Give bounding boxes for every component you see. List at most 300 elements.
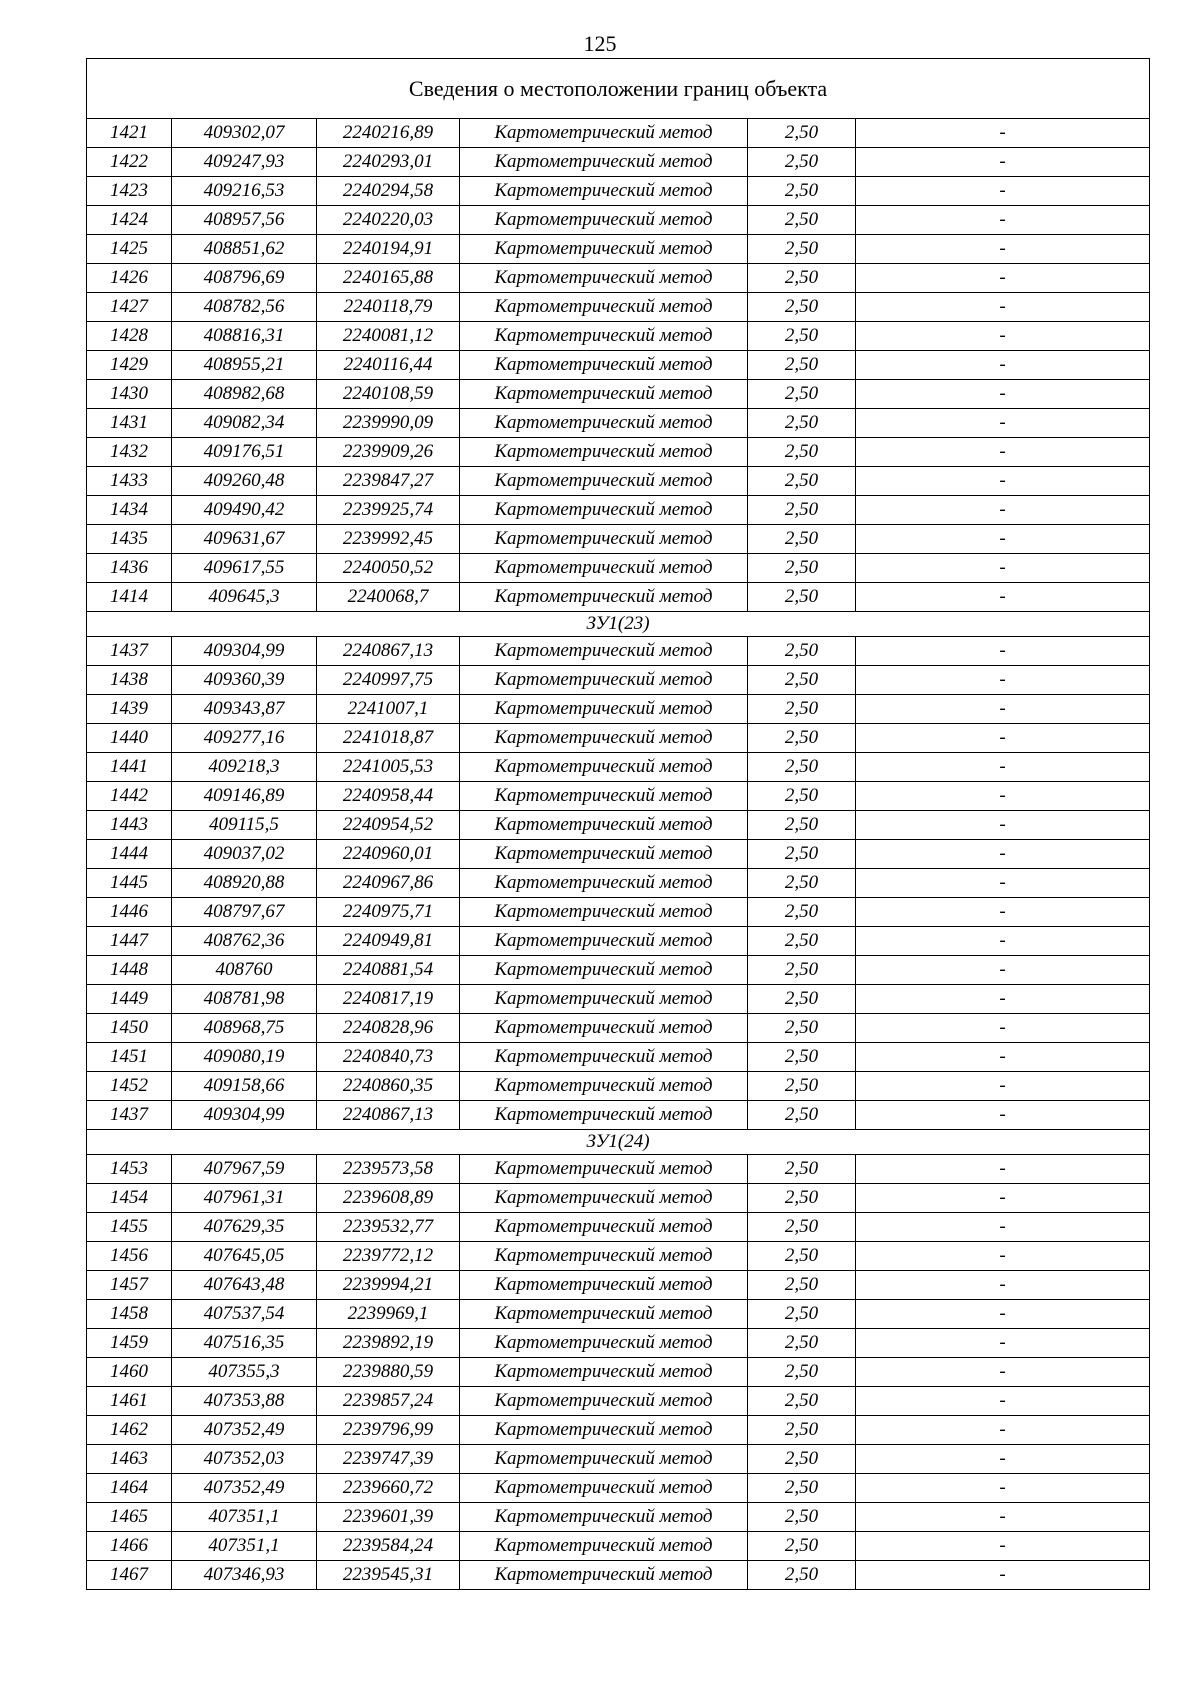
method-cell: Картометрический метод bbox=[460, 293, 748, 322]
description-cell: - bbox=[856, 695, 1150, 724]
precision-cell: 2,50 bbox=[748, 467, 856, 496]
x-coordinate-cell: 407516,35 bbox=[172, 1329, 317, 1358]
precision-cell: 2,50 bbox=[748, 782, 856, 811]
point-number-cell: 1437 bbox=[87, 637, 172, 666]
description-cell: - bbox=[856, 811, 1150, 840]
x-coordinate-cell: 407967,59 bbox=[172, 1155, 317, 1184]
table-row bbox=[87, 1101, 1150, 1130]
description-cell: - bbox=[856, 1358, 1150, 1387]
table-row bbox=[87, 438, 1150, 467]
point-number-cell: 1443 bbox=[87, 811, 172, 840]
y-coordinate-cell: 2239857,24 bbox=[317, 1387, 460, 1416]
x-coordinate-cell: 407961,31 bbox=[172, 1184, 317, 1213]
precision-cell: 2,50 bbox=[748, 1072, 856, 1101]
method-cell: Картометрический метод bbox=[460, 724, 748, 753]
y-coordinate-cell: 2240860,35 bbox=[317, 1072, 460, 1101]
description-cell: - bbox=[856, 637, 1150, 666]
description-cell: - bbox=[856, 351, 1150, 380]
precision-cell: 2,50 bbox=[748, 1329, 856, 1358]
description-cell: - bbox=[856, 724, 1150, 753]
method-cell: Картометрический метод bbox=[460, 148, 748, 177]
precision-cell: 2,50 bbox=[748, 811, 856, 840]
description-cell: - bbox=[856, 235, 1150, 264]
y-coordinate-cell: 2240165,88 bbox=[317, 264, 460, 293]
point-number-cell: 1460 bbox=[87, 1358, 172, 1387]
precision-cell: 2,50 bbox=[748, 956, 856, 985]
description-cell: - bbox=[856, 1445, 1150, 1474]
table-row bbox=[87, 1416, 1150, 1445]
precision-cell: 2,50 bbox=[748, 898, 856, 927]
point-number-cell: 1437 bbox=[87, 1101, 172, 1130]
x-coordinate-cell: 407352,49 bbox=[172, 1416, 317, 1445]
precision-cell: 2,50 bbox=[748, 206, 856, 235]
description-cell: - bbox=[856, 1155, 1150, 1184]
x-coordinate-cell: 408982,68 bbox=[172, 380, 317, 409]
section-label: ЗУ1(23) bbox=[87, 612, 1150, 637]
point-number-cell: 1440 bbox=[87, 724, 172, 753]
y-coordinate-cell: 2240068,7 bbox=[317, 583, 460, 612]
point-number-cell: 1432 bbox=[87, 438, 172, 467]
y-coordinate-cell: 2239584,24 bbox=[317, 1532, 460, 1561]
description-cell: - bbox=[856, 148, 1150, 177]
point-number-cell: 1427 bbox=[87, 293, 172, 322]
x-coordinate-cell: 407351,1 bbox=[172, 1532, 317, 1561]
y-coordinate-cell: 2240293,01 bbox=[317, 148, 460, 177]
description-cell: - bbox=[856, 583, 1150, 612]
x-coordinate-cell: 409216,53 bbox=[172, 177, 317, 206]
point-number-cell: 1451 bbox=[87, 1043, 172, 1072]
precision-cell: 2,50 bbox=[748, 695, 856, 724]
description-cell: - bbox=[856, 1043, 1150, 1072]
description-cell: - bbox=[856, 927, 1150, 956]
description-cell: - bbox=[856, 840, 1150, 869]
precision-cell: 2,50 bbox=[748, 409, 856, 438]
table-row bbox=[87, 695, 1150, 724]
point-number-cell: 1435 bbox=[87, 525, 172, 554]
x-coordinate-cell: 408760 bbox=[172, 956, 317, 985]
point-number-cell: 1441 bbox=[87, 753, 172, 782]
description-cell: - bbox=[856, 782, 1150, 811]
table-title-row bbox=[87, 59, 1150, 119]
method-cell: Картометрический метод bbox=[460, 119, 748, 148]
precision-cell: 2,50 bbox=[748, 554, 856, 583]
y-coordinate-cell: 2239772,12 bbox=[317, 1242, 460, 1271]
x-coordinate-cell: 409617,55 bbox=[172, 554, 317, 583]
y-coordinate-cell: 2241005,53 bbox=[317, 753, 460, 782]
y-coordinate-cell: 2239994,21 bbox=[317, 1271, 460, 1300]
y-coordinate-cell: 2240960,01 bbox=[317, 840, 460, 869]
table-row bbox=[87, 1329, 1150, 1358]
y-coordinate-cell: 2239969,1 bbox=[317, 1300, 460, 1329]
description-cell: - bbox=[856, 264, 1150, 293]
y-coordinate-cell: 2239990,09 bbox=[317, 409, 460, 438]
table-row bbox=[87, 811, 1150, 840]
precision-cell: 2,50 bbox=[748, 724, 856, 753]
description-cell: - bbox=[856, 554, 1150, 583]
method-cell: Картометрический метод bbox=[460, 1329, 748, 1358]
table-row bbox=[87, 467, 1150, 496]
description-cell: - bbox=[856, 1184, 1150, 1213]
x-coordinate-cell: 409037,02 bbox=[172, 840, 317, 869]
y-coordinate-cell: 2240116,44 bbox=[317, 351, 460, 380]
description-cell: - bbox=[856, 1387, 1150, 1416]
point-number-cell: 1445 bbox=[87, 869, 172, 898]
table-row bbox=[87, 525, 1150, 554]
description-cell: - bbox=[856, 1503, 1150, 1532]
y-coordinate-cell: 2239608,89 bbox=[317, 1184, 460, 1213]
description-cell: - bbox=[856, 1213, 1150, 1242]
method-cell: Картометрический метод bbox=[460, 1043, 748, 1072]
table-title: Сведения о местоположении границ объекта bbox=[87, 59, 1150, 119]
precision-cell: 2,50 bbox=[748, 1101, 856, 1130]
table-row bbox=[87, 1532, 1150, 1561]
table-row bbox=[87, 1184, 1150, 1213]
point-number-cell: 1453 bbox=[87, 1155, 172, 1184]
precision-cell: 2,50 bbox=[748, 1300, 856, 1329]
table-row bbox=[87, 927, 1150, 956]
y-coordinate-cell: 2240118,79 bbox=[317, 293, 460, 322]
description-cell: - bbox=[856, 1014, 1150, 1043]
method-cell: Картометрический метод bbox=[460, 1213, 748, 1242]
x-coordinate-cell: 409218,3 bbox=[172, 753, 317, 782]
x-coordinate-cell: 407537,54 bbox=[172, 1300, 317, 1329]
point-number-cell: 1459 bbox=[87, 1329, 172, 1358]
point-number-cell: 1464 bbox=[87, 1474, 172, 1503]
x-coordinate-cell: 407355,3 bbox=[172, 1358, 317, 1387]
precision-cell: 2,50 bbox=[748, 1416, 856, 1445]
precision-cell: 2,50 bbox=[748, 1213, 856, 1242]
point-number-cell: 1421 bbox=[87, 119, 172, 148]
description-cell: - bbox=[856, 1072, 1150, 1101]
point-number-cell: 1429 bbox=[87, 351, 172, 380]
point-number-cell: 1462 bbox=[87, 1416, 172, 1445]
description-cell: - bbox=[856, 380, 1150, 409]
description-cell: - bbox=[856, 1271, 1150, 1300]
x-coordinate-cell: 409490,42 bbox=[172, 496, 317, 525]
description-cell: - bbox=[856, 1101, 1150, 1130]
method-cell: Картометрический метод bbox=[460, 1300, 748, 1329]
x-coordinate-cell: 407351,1 bbox=[172, 1503, 317, 1532]
description-cell: - bbox=[856, 1532, 1150, 1561]
description-cell: - bbox=[856, 956, 1150, 985]
method-cell: Картометрический метод bbox=[460, 438, 748, 467]
point-number-cell: 1422 bbox=[87, 148, 172, 177]
x-coordinate-cell: 407352,03 bbox=[172, 1445, 317, 1474]
point-number-cell: 1447 bbox=[87, 927, 172, 956]
description-cell: - bbox=[856, 293, 1150, 322]
precision-cell: 2,50 bbox=[748, 1184, 856, 1213]
description-cell: - bbox=[856, 753, 1150, 782]
point-number-cell: 1430 bbox=[87, 380, 172, 409]
table-row bbox=[87, 293, 1150, 322]
x-coordinate-cell: 407629,35 bbox=[172, 1213, 317, 1242]
method-cell: Картометрический метод bbox=[460, 898, 748, 927]
precision-cell: 2,50 bbox=[748, 840, 856, 869]
y-coordinate-cell: 2240817,19 bbox=[317, 985, 460, 1014]
precision-cell: 2,50 bbox=[748, 753, 856, 782]
y-coordinate-cell: 2240881,54 bbox=[317, 956, 460, 985]
precision-cell: 2,50 bbox=[748, 985, 856, 1014]
section-label: ЗУ1(24) bbox=[87, 1130, 1150, 1155]
y-coordinate-cell: 2240108,59 bbox=[317, 380, 460, 409]
precision-cell: 2,50 bbox=[748, 264, 856, 293]
precision-cell: 2,50 bbox=[748, 637, 856, 666]
point-number-cell: 1444 bbox=[87, 840, 172, 869]
point-number-cell: 1467 bbox=[87, 1561, 172, 1590]
y-coordinate-cell: 2239880,59 bbox=[317, 1358, 460, 1387]
x-coordinate-cell: 409343,87 bbox=[172, 695, 317, 724]
description-cell: - bbox=[856, 1300, 1150, 1329]
method-cell: Картометрический метод bbox=[460, 177, 748, 206]
method-cell: Картометрический метод bbox=[460, 1561, 748, 1590]
method-cell: Картометрический метод bbox=[460, 869, 748, 898]
point-number-cell: 1466 bbox=[87, 1532, 172, 1561]
precision-cell: 2,50 bbox=[748, 438, 856, 467]
point-number-cell: 1438 bbox=[87, 666, 172, 695]
precision-cell: 2,50 bbox=[748, 235, 856, 264]
description-cell: - bbox=[856, 322, 1150, 351]
table-row bbox=[87, 1474, 1150, 1503]
method-cell: Картометрический метод bbox=[460, 1387, 748, 1416]
method-cell: Картометрический метод bbox=[460, 1445, 748, 1474]
description-cell: - bbox=[856, 898, 1150, 927]
table-row bbox=[87, 637, 1150, 666]
x-coordinate-cell: 408782,56 bbox=[172, 293, 317, 322]
description-cell: - bbox=[856, 525, 1150, 554]
point-number-cell: 1446 bbox=[87, 898, 172, 927]
table-row bbox=[87, 985, 1150, 1014]
y-coordinate-cell: 2240949,81 bbox=[317, 927, 460, 956]
precision-cell: 2,50 bbox=[748, 1561, 856, 1590]
y-coordinate-cell: 2240194,91 bbox=[317, 235, 460, 264]
method-cell: Картометрический метод bbox=[460, 695, 748, 724]
point-number-cell: 1452 bbox=[87, 1072, 172, 1101]
x-coordinate-cell: 409277,16 bbox=[172, 724, 317, 753]
x-coordinate-cell: 409360,39 bbox=[172, 666, 317, 695]
x-coordinate-cell: 409080,19 bbox=[172, 1043, 317, 1072]
method-cell: Картометрический метод bbox=[460, 1072, 748, 1101]
y-coordinate-cell: 2241007,1 bbox=[317, 695, 460, 724]
x-coordinate-cell: 407352,49 bbox=[172, 1474, 317, 1503]
method-cell: Картометрический метод bbox=[460, 554, 748, 583]
table-row bbox=[87, 206, 1150, 235]
precision-cell: 2,50 bbox=[748, 351, 856, 380]
method-cell: Картометрический метод bbox=[460, 927, 748, 956]
table-row bbox=[87, 148, 1150, 177]
method-cell: Картометрический метод bbox=[460, 496, 748, 525]
description-cell: - bbox=[856, 1561, 1150, 1590]
method-cell: Картометрический метод bbox=[460, 985, 748, 1014]
x-coordinate-cell: 407645,05 bbox=[172, 1242, 317, 1271]
table-row bbox=[87, 583, 1150, 612]
method-cell: Картометрический метод bbox=[460, 1014, 748, 1043]
x-coordinate-cell: 409146,89 bbox=[172, 782, 317, 811]
x-coordinate-cell: 408781,98 bbox=[172, 985, 317, 1014]
point-number-cell: 1454 bbox=[87, 1184, 172, 1213]
table-row bbox=[87, 956, 1150, 985]
method-cell: Картометрический метод bbox=[460, 1474, 748, 1503]
description-cell: - bbox=[856, 409, 1150, 438]
y-coordinate-cell: 2240958,44 bbox=[317, 782, 460, 811]
method-cell: Картометрический метод bbox=[460, 467, 748, 496]
point-number-cell: 1450 bbox=[87, 1014, 172, 1043]
y-coordinate-cell: 2240828,96 bbox=[317, 1014, 460, 1043]
y-coordinate-cell: 2239601,39 bbox=[317, 1503, 460, 1532]
table-row bbox=[87, 1358, 1150, 1387]
y-coordinate-cell: 2239660,72 bbox=[317, 1474, 460, 1503]
y-coordinate-cell: 2240867,13 bbox=[317, 1101, 460, 1130]
method-cell: Картометрический метод bbox=[460, 351, 748, 380]
description-cell: - bbox=[856, 985, 1150, 1014]
point-number-cell: 1423 bbox=[87, 177, 172, 206]
table-row bbox=[87, 869, 1150, 898]
table-row bbox=[87, 666, 1150, 695]
precision-cell: 2,50 bbox=[748, 869, 856, 898]
description-cell: - bbox=[856, 119, 1150, 148]
precision-cell: 2,50 bbox=[748, 119, 856, 148]
table-row bbox=[87, 898, 1150, 927]
table-row bbox=[87, 1445, 1150, 1474]
precision-cell: 2,50 bbox=[748, 293, 856, 322]
method-cell: Картометрический метод bbox=[460, 956, 748, 985]
table-row bbox=[87, 753, 1150, 782]
point-number-cell: 1424 bbox=[87, 206, 172, 235]
description-cell: - bbox=[856, 438, 1150, 467]
method-cell: Картометрический метод bbox=[460, 840, 748, 869]
table-row bbox=[87, 380, 1150, 409]
method-cell: Картометрический метод bbox=[460, 1184, 748, 1213]
precision-cell: 2,50 bbox=[748, 1445, 856, 1474]
precision-cell: 2,50 bbox=[748, 1043, 856, 1072]
precision-cell: 2,50 bbox=[748, 380, 856, 409]
point-number-cell: 1434 bbox=[87, 496, 172, 525]
method-cell: Картометрический метод bbox=[460, 1416, 748, 1445]
point-number-cell: 1436 bbox=[87, 554, 172, 583]
y-coordinate-cell: 2240081,12 bbox=[317, 322, 460, 351]
x-coordinate-cell: 407643,48 bbox=[172, 1271, 317, 1300]
y-coordinate-cell: 2240220,03 bbox=[317, 206, 460, 235]
y-coordinate-cell: 2240954,52 bbox=[317, 811, 460, 840]
precision-cell: 2,50 bbox=[748, 525, 856, 554]
point-number-cell: 1414 bbox=[87, 583, 172, 612]
y-coordinate-cell: 2240294,58 bbox=[317, 177, 460, 206]
method-cell: Картометрический метод bbox=[460, 264, 748, 293]
table-row bbox=[87, 1503, 1150, 1532]
table-row bbox=[87, 235, 1150, 264]
table-row bbox=[87, 554, 1150, 583]
description-cell: - bbox=[856, 177, 1150, 206]
method-cell: Картометрический метод bbox=[460, 1101, 748, 1130]
table-row bbox=[87, 409, 1150, 438]
x-coordinate-cell: 409302,07 bbox=[172, 119, 317, 148]
precision-cell: 2,50 bbox=[748, 1358, 856, 1387]
y-coordinate-cell: 2239909,26 bbox=[317, 438, 460, 467]
description-cell: - bbox=[856, 1474, 1150, 1503]
method-cell: Картометрический метод bbox=[460, 380, 748, 409]
table-row bbox=[87, 322, 1150, 351]
description-cell: - bbox=[856, 1329, 1150, 1358]
point-number-cell: 1433 bbox=[87, 467, 172, 496]
y-coordinate-cell: 2239796,99 bbox=[317, 1416, 460, 1445]
y-coordinate-cell: 2240840,73 bbox=[317, 1043, 460, 1072]
y-coordinate-cell: 2240967,86 bbox=[317, 869, 460, 898]
method-cell: Картометрический метод bbox=[460, 322, 748, 351]
method-cell: Картометрический метод bbox=[460, 637, 748, 666]
y-coordinate-cell: 2240975,71 bbox=[317, 898, 460, 927]
method-cell: Картометрический метод bbox=[460, 1242, 748, 1271]
y-coordinate-cell: 2240216,89 bbox=[317, 119, 460, 148]
x-coordinate-cell: 409304,99 bbox=[172, 1101, 317, 1130]
table-row bbox=[87, 1213, 1150, 1242]
y-coordinate-cell: 2241018,87 bbox=[317, 724, 460, 753]
x-coordinate-cell: 408968,75 bbox=[172, 1014, 317, 1043]
y-coordinate-cell: 2239892,19 bbox=[317, 1329, 460, 1358]
table-row bbox=[87, 724, 1150, 753]
y-coordinate-cell: 2239925,74 bbox=[317, 496, 460, 525]
table-row bbox=[87, 1300, 1150, 1329]
table-row bbox=[87, 177, 1150, 206]
point-number-cell: 1455 bbox=[87, 1213, 172, 1242]
method-cell: Картометрический метод bbox=[460, 525, 748, 554]
page-number: 125 bbox=[583, 31, 617, 56]
method-cell: Картометрический метод bbox=[460, 1358, 748, 1387]
table-row bbox=[87, 1155, 1150, 1184]
table-row bbox=[87, 1242, 1150, 1271]
precision-cell: 2,50 bbox=[748, 1155, 856, 1184]
x-coordinate-cell: 408797,67 bbox=[172, 898, 317, 927]
point-number-cell: 1439 bbox=[87, 695, 172, 724]
x-coordinate-cell: 409247,93 bbox=[172, 148, 317, 177]
precision-cell: 2,50 bbox=[748, 1387, 856, 1416]
x-coordinate-cell: 408920,88 bbox=[172, 869, 317, 898]
section-row bbox=[87, 1130, 1150, 1155]
x-coordinate-cell: 408762,36 bbox=[172, 927, 317, 956]
x-coordinate-cell: 409176,51 bbox=[172, 438, 317, 467]
precision-cell: 2,50 bbox=[748, 1532, 856, 1561]
point-number-cell: 1463 bbox=[87, 1445, 172, 1474]
point-number-cell: 1431 bbox=[87, 409, 172, 438]
method-cell: Картометрический метод bbox=[460, 1155, 748, 1184]
table-row bbox=[87, 840, 1150, 869]
section-row bbox=[87, 612, 1150, 637]
x-coordinate-cell: 408851,62 bbox=[172, 235, 317, 264]
table-row bbox=[87, 1043, 1150, 1072]
x-coordinate-cell: 409158,66 bbox=[172, 1072, 317, 1101]
method-cell: Картометрический метод bbox=[460, 206, 748, 235]
point-number-cell: 1458 bbox=[87, 1300, 172, 1329]
x-coordinate-cell: 409631,67 bbox=[172, 525, 317, 554]
description-cell: - bbox=[856, 206, 1150, 235]
description-cell: - bbox=[856, 467, 1150, 496]
description-cell: - bbox=[856, 1416, 1150, 1445]
x-coordinate-cell: 408816,31 bbox=[172, 322, 317, 351]
method-cell: Картометрический метод bbox=[460, 1503, 748, 1532]
point-number-cell: 1425 bbox=[87, 235, 172, 264]
x-coordinate-cell: 409260,48 bbox=[172, 467, 317, 496]
point-number-cell: 1457 bbox=[87, 1271, 172, 1300]
precision-cell: 2,50 bbox=[748, 1503, 856, 1532]
method-cell: Картометрический метод bbox=[460, 583, 748, 612]
x-coordinate-cell: 409304,99 bbox=[172, 637, 317, 666]
boundary-table-body bbox=[87, 59, 1150, 1590]
precision-cell: 2,50 bbox=[748, 1242, 856, 1271]
y-coordinate-cell: 2239545,31 bbox=[317, 1561, 460, 1590]
x-coordinate-cell: 408955,21 bbox=[172, 351, 317, 380]
x-coordinate-cell: 407346,93 bbox=[172, 1561, 317, 1590]
point-number-cell: 1449 bbox=[87, 985, 172, 1014]
precision-cell: 2,50 bbox=[748, 927, 856, 956]
precision-cell: 2,50 bbox=[748, 583, 856, 612]
